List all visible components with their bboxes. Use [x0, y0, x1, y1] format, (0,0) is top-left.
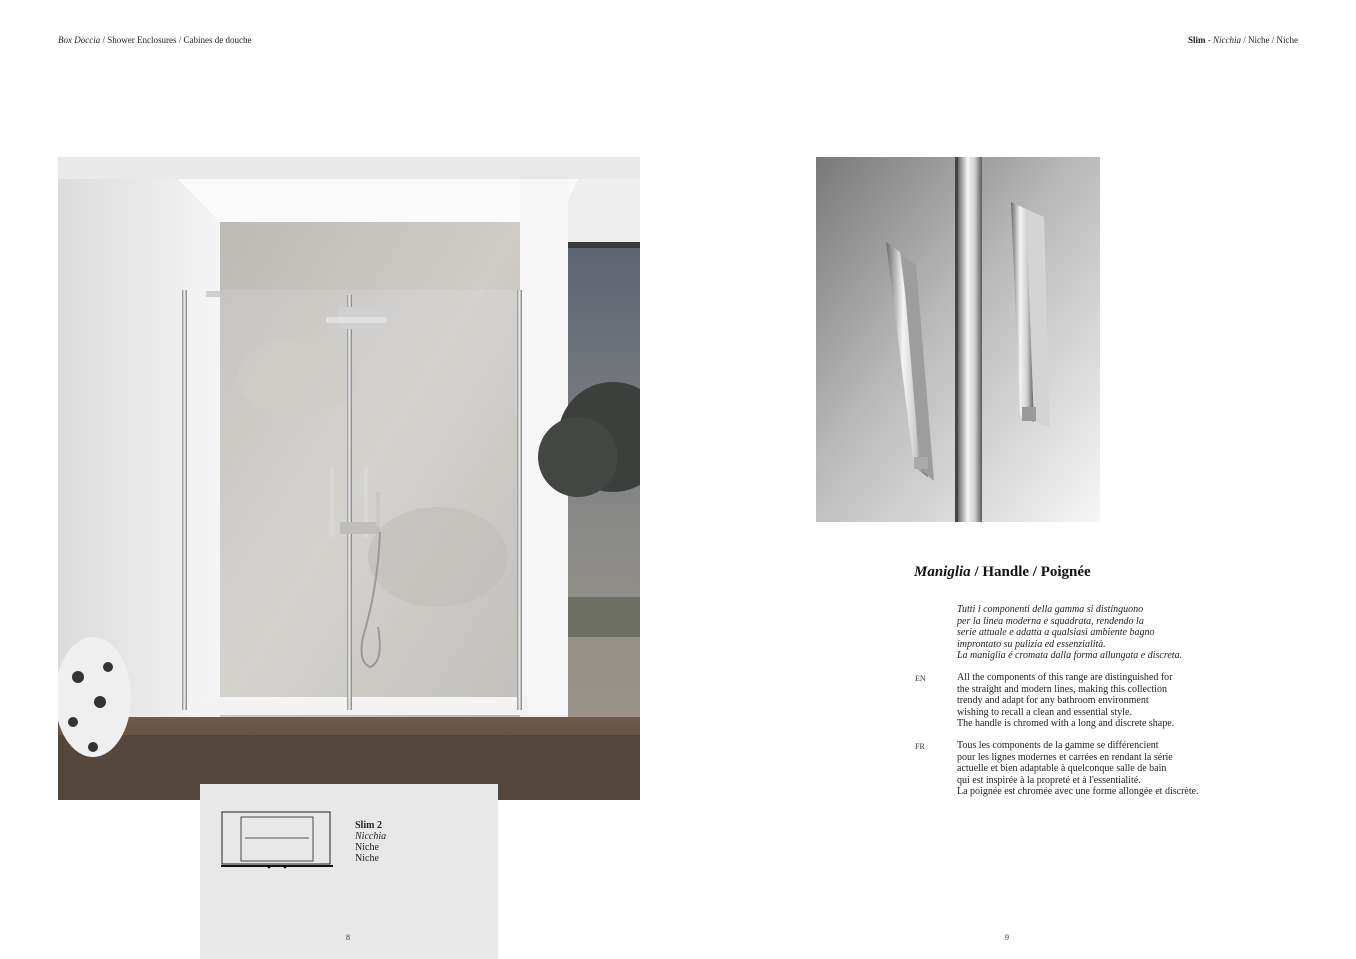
page-number-left: 8	[346, 933, 350, 942]
feature-title-rest: / Handle / Poignée	[970, 564, 1091, 580]
model-spec-text	[355, 820, 386, 864]
page-number-right: 9	[1005, 933, 1009, 942]
model-name: Slim 2	[355, 820, 382, 831]
description-en-line: the straight and modern lines, making this collection	[957, 683, 1167, 695]
niche-plan-diagram	[221, 811, 333, 869]
header-dash: -	[1205, 35, 1214, 45]
header-right-rest: / Niche / Niche	[1241, 35, 1298, 45]
running-header-right	[1188, 35, 1298, 45]
running-header-left	[58, 35, 251, 45]
header-box-doccia: Box Doccia	[58, 35, 101, 45]
description-en-line: All the components of this range are distinguished for	[957, 672, 1173, 683]
header-left-rest: / Shower Enclosures / Cabines de douche	[100, 35, 252, 45]
description-fr-line: qui est inspirée à la propreté et à l'essentialité.	[957, 774, 1141, 786]
header-slim: Slim	[1188, 35, 1206, 45]
description-en-line: trendy and adapt for any bathroom environment	[957, 695, 1149, 706]
model-type-en: Niche	[355, 842, 379, 853]
header-nicchia: Nicchia	[1213, 35, 1242, 45]
feature-title-it: Maniglia	[914, 564, 971, 580]
description-fr-line: Tous les components de la gamme se différencient	[957, 740, 1159, 751]
description-en-line: wishing to recall a clean and essential style.	[957, 706, 1132, 718]
lang-label-fr: FR	[915, 742, 925, 751]
description-en	[957, 672, 1174, 730]
description-it-line: La maniglia é cromata dalla forma allungata e discreta.	[957, 650, 1183, 661]
description-it-line: Tutti i componenti della gamma si distinguono	[957, 604, 1144, 615]
model-type-fr: Niche	[355, 853, 379, 864]
description-fr	[957, 740, 1199, 798]
lang-label-en: EN	[915, 674, 926, 683]
model-type-it: Nicchia	[355, 831, 387, 842]
description-fr-line: pour les lignes modernes et carrées en rendant la série	[957, 751, 1173, 763]
handle-detail-photo	[816, 157, 1100, 522]
shower-enclosure-photo	[58, 157, 640, 800]
description-it	[957, 604, 1182, 662]
feature-title	[914, 564, 1091, 581]
description-fr-line: La poignée est chromée avec une forme allongée et discrète.	[957, 786, 1199, 797]
description-en-line: The handle is chromed with a long and discrete shape.	[957, 718, 1175, 729]
description-it-line: serie attuale e adatta a qualsiasi ambiente bagno	[957, 627, 1155, 638]
description-it-line: improntato su pulizia ed essenzialità.	[957, 638, 1106, 650]
description-it-line: per la linea moderna e squadrata, rendendo la	[957, 615, 1144, 627]
description-fr-line: actuelle et bien adaptable à quelconque salle de bain	[957, 763, 1167, 774]
